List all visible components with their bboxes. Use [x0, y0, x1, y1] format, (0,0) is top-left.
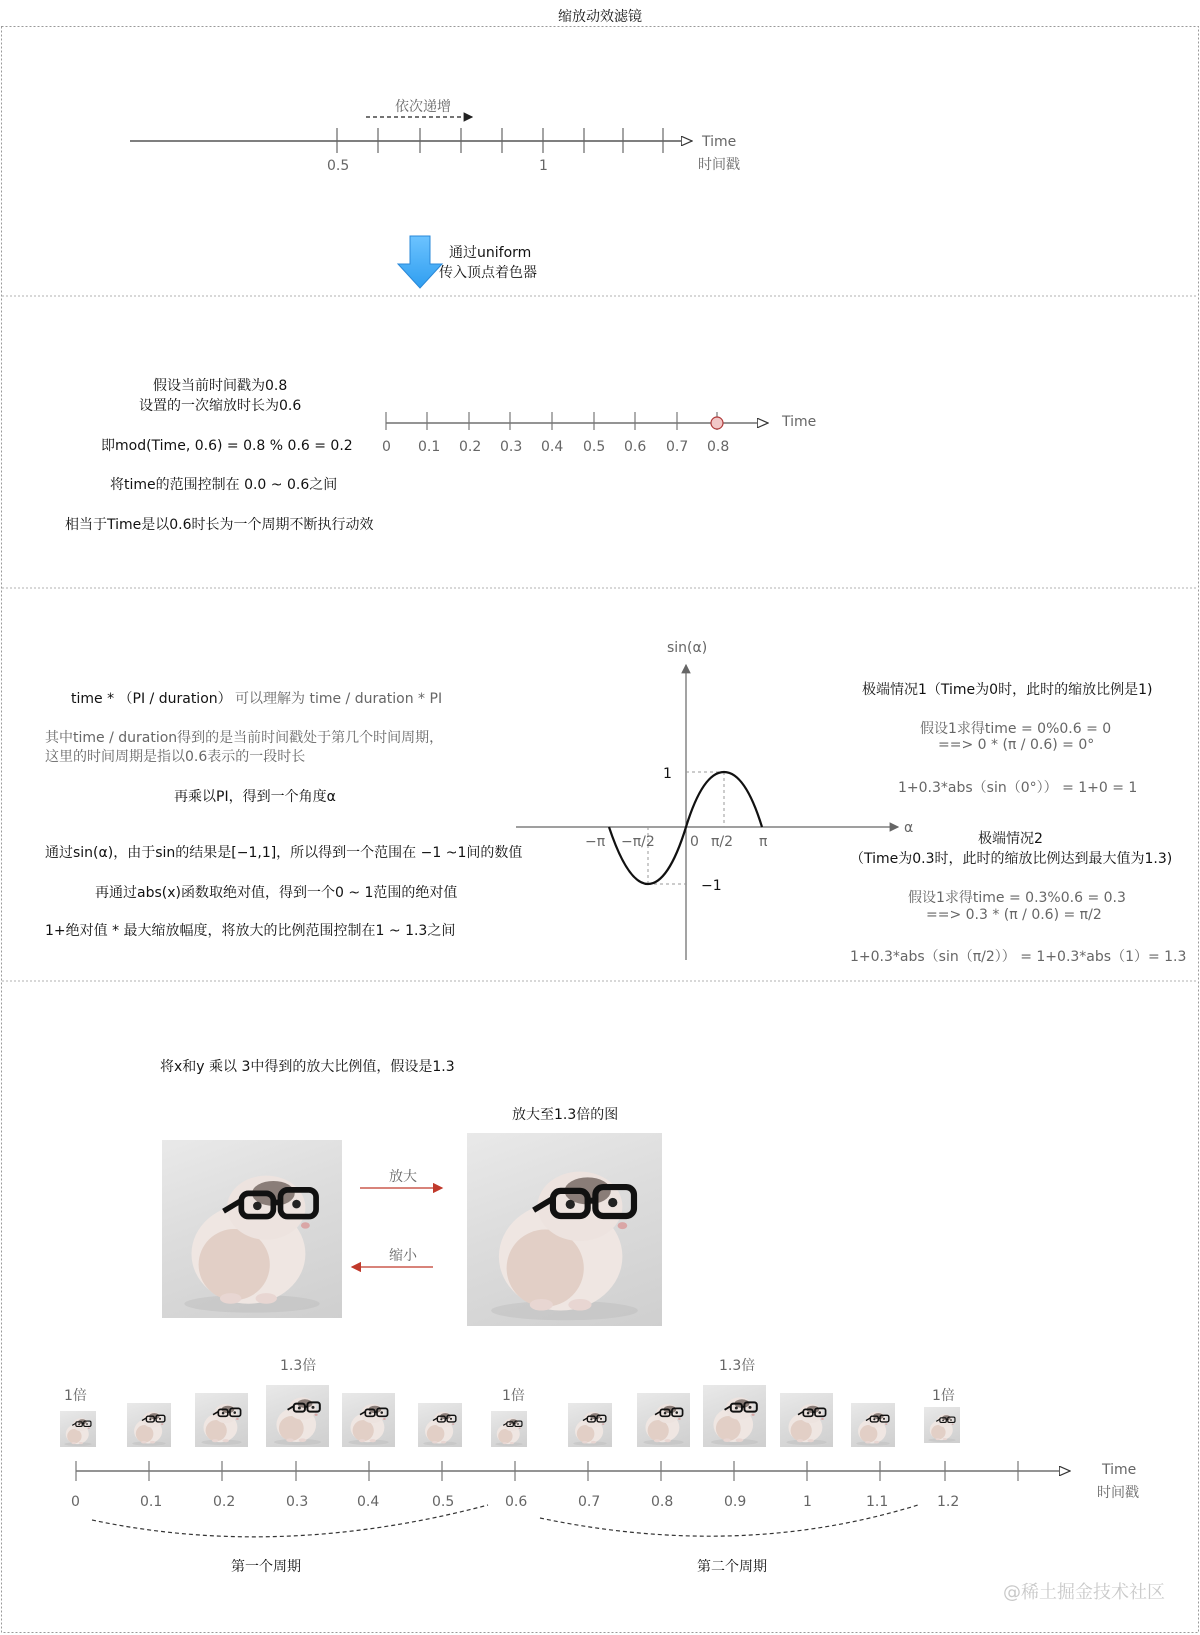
- s4-tick-0.3: 0.3: [286, 1494, 309, 1510]
- tick-label-1: 1: [539, 158, 548, 174]
- enlarged-caption: 放大至1.3倍的图: [512, 1107, 619, 1123]
- explain-line1: 其中time / duration得到的是当前时间戳处于第几个时间周期，: [45, 730, 444, 746]
- s2-tick-0: 0: [382, 439, 391, 455]
- s4-axis-sublabel: 时间戳: [1097, 1485, 1139, 1501]
- step-pi: 再乘以PI，得到一个角度α: [174, 789, 336, 805]
- s2-tick-0.7: 0.7: [666, 439, 689, 455]
- watermark: @稀土掘金技术社区: [1003, 1582, 1165, 1603]
- s2-tick-0.8: 0.8: [707, 439, 730, 455]
- s2-tick-0.5: 0.5: [583, 439, 606, 455]
- scale-label-1x-a: 1倍: [64, 1388, 87, 1404]
- x-tick-half-pi: π/2: [711, 834, 734, 850]
- period-2-label: 第二个周期: [697, 1559, 767, 1575]
- tick-label-0.5: 0.5: [327, 158, 350, 174]
- period-line: 相当于Time是以0.6时长为一个周期不断执行动效: [65, 517, 374, 533]
- case2-line1: 假设1求得time = 0.3%0.6 = 0.3: [908, 890, 1126, 906]
- s4-tick-0.5: 0.5: [432, 1494, 455, 1510]
- case2-line2: ==> 0.3 * (π / 0.6) = π/2: [926, 907, 1102, 923]
- s4-tick-0.9: 0.9: [724, 1494, 747, 1510]
- y-axis-label: sin(α): [667, 640, 708, 656]
- s4-tick-0.7: 0.7: [578, 1494, 601, 1510]
- axis-sublabel: 时间戳: [698, 157, 740, 173]
- increment-label: 依次递增: [395, 99, 451, 115]
- s4-tick-0.2: 0.2: [213, 1494, 236, 1510]
- scale-label-1.3x-b: 1.3倍: [719, 1358, 756, 1374]
- scale-label-1.3x-a: 1.3倍: [280, 1358, 317, 1374]
- range-line: 将time的范围控制在 0.0 ~ 0.6之间: [110, 477, 338, 493]
- case1-line1: 假设1求得time = 0%0.6 = 0: [920, 721, 1112, 737]
- uniform-note-line1: 通过uniform: [449, 245, 532, 261]
- step-abs: 再通过abs(x)函数取绝对值，得到一个0 ~ 1范围的绝对值: [95, 885, 458, 901]
- x-tick-pi: π: [759, 834, 768, 850]
- step-sin: 通过sin(α)，由于sin的结果是[−1,1]，所以得到一个范围在 −1 ~1间的数值: [45, 845, 523, 861]
- scale-label-1x-c: 1倍: [932, 1388, 955, 1404]
- zoom-in-label: 放大: [389, 1169, 417, 1185]
- s4-axis-label: Time: [1102, 1462, 1137, 1478]
- s2-tick-0.4: 0.4: [541, 439, 564, 455]
- x-tick-minus-pi: −π: [585, 834, 606, 850]
- x-axis-label: α: [904, 820, 914, 836]
- s2-tick-0.6: 0.6: [624, 439, 647, 455]
- page-title: 缩放动效滤镜: [558, 9, 642, 25]
- s4-tick-1: 1: [803, 1494, 812, 1510]
- step-scale: 1+绝对值 * 最大缩放幅度，将放大的比例范围控制在1 ~ 1.3之间: [45, 923, 456, 939]
- s4-tick-0.1: 0.1: [140, 1494, 163, 1510]
- formula-note: 可以理解为 time / duration * PI: [235, 691, 443, 707]
- case2-line3: 1+0.3*abs（sin（π/2）） = 1+0.3*abs（1）= 1.3: [850, 949, 1187, 965]
- period-1-label: 第一个周期: [231, 1559, 301, 1575]
- mod-formula-line: 即mod(Time, 0.6) = 0.8 % 0.6 = 0.2: [101, 438, 353, 454]
- scale-intro: 将x和y 乘以 3中得到的放大比例值，假设是1.3: [160, 1059, 455, 1075]
- s4-tick-0.4: 0.4: [357, 1494, 380, 1510]
- explain-line2: 这里的时间周期是指以0.6表示的一段时长: [45, 749, 306, 765]
- x-tick-minus-half-pi: −π/2: [621, 834, 655, 850]
- formula-main: time * （PI / duration）: [71, 691, 232, 707]
- scale-label-1x-b: 1倍: [502, 1388, 525, 1404]
- assume-time-line: 假设当前时间戳为0.8: [153, 378, 288, 394]
- s4-tick-0.8: 0.8: [651, 1494, 674, 1510]
- s2-axis-label: Time: [782, 414, 817, 430]
- s4-tick-1.2: 1.2: [937, 1494, 960, 1510]
- y-tick-minus1: −1: [701, 878, 722, 894]
- duration-line: 设置的一次缩放时长为0.6: [139, 398, 302, 414]
- s2-tick-0.2: 0.2: [459, 439, 482, 455]
- axis-label-time: Time: [702, 134, 737, 150]
- s2-tick-0.3: 0.3: [500, 439, 523, 455]
- case2-title1: 极端情况2: [978, 831, 1043, 847]
- case1-line3: 1+0.3*abs（sin（0°）） = 1+0 = 1: [898, 780, 1138, 796]
- s4-tick-0: 0: [71, 1494, 80, 1510]
- zoom-out-label: 缩小: [389, 1248, 417, 1264]
- y-tick-1: 1: [663, 766, 672, 782]
- s4-tick-0.6: 0.6: [505, 1494, 528, 1510]
- case2-title2: （Time为0.3时，此时的缩放比例达到最大值为1.3): [850, 851, 1173, 867]
- s4-tick-1.1: 1.1: [866, 1494, 889, 1510]
- x-tick-0: 0: [690, 834, 699, 850]
- s2-tick-0.1: 0.1: [418, 439, 441, 455]
- case1-title: 极端情况1（Time为0时，此时的缩放比例是1): [862, 682, 1153, 698]
- uniform-note-line2: 传入顶点着色器: [439, 265, 537, 281]
- case1-line2: ==> 0 * (π / 0.6) = 0°: [938, 737, 1095, 753]
